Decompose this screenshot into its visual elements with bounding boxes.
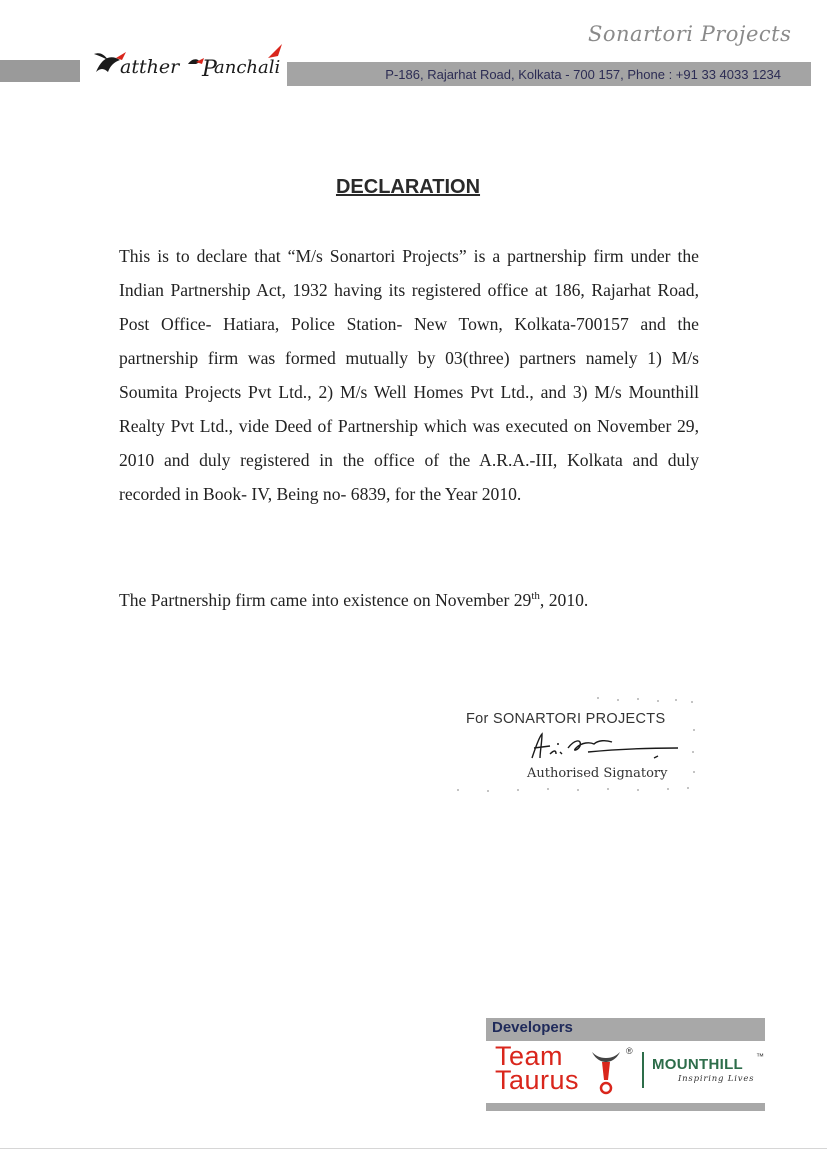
registered-mark: ® [626, 1046, 633, 1056]
sonartori-projects-brand: Sonartori Projects [588, 22, 792, 46]
team-taurus-logo [495, 1041, 605, 1095]
svg-text:atther: atther [120, 56, 180, 78]
handwritten-signature [528, 728, 688, 768]
taurus-text: Taurus [495, 1065, 580, 1095]
natther-panchali-logo [92, 38, 292, 88]
svg-text:P: P [202, 57, 217, 82]
svg-text:anchali: anchali [214, 57, 281, 78]
existence-year: , 2010. [539, 589, 589, 610]
page-bottom-edge [0, 1148, 827, 1149]
signatory-company: For SONARTORI PROJECTS [466, 711, 666, 727]
existence-paragraph [119, 581, 719, 615]
trademark-mark: ™ [756, 1052, 764, 1061]
footer-bar [486, 1103, 765, 1111]
header-left-bar [0, 60, 80, 82]
mounthill-logo: MOUNTHILL [652, 1056, 744, 1073]
team-text: Team [495, 1041, 564, 1071]
mounthill-tagline: Inspiring Lives [678, 1074, 755, 1084]
header-address-bar [287, 62, 811, 86]
authorised-signatory-label: Authorised Signatory [527, 766, 668, 781]
company-address: P-186, Rajarhat Road, Kolkata - 700 157, Phone : +91 33 4033 1234 [385, 66, 781, 82]
developers-label: Developers [492, 1019, 573, 1036]
logo-separator [642, 1052, 644, 1088]
declaration-paragraph: This is to declare that “M/s Sonartori Projects” is a partnership firm under the Indian Partnership Act, 1932 having its registered office at 186, Rajarhat Road, Post Office- Hatiara, Police Station- New Town, Kolkata-700157 and the partnership firm was formed mutually by 03(three) partners namely 1) M/s Soumita Projects Pvt Ltd., 2) M/s Well Homes Pvt Ltd., and 3) M/s Mounthill Realty Pvt Ltd., vide Deed of Partnership which was executed on November 29, 2010 and duly registered in the office of the A.R.A.-III, Kolkata and duly recorded in Book- IV, Being no- 6839, for the Year 2010. [119, 246, 699, 504]
bull-icon [590, 1046, 624, 1096]
existence-text: The Partnership firm came into existence on November 29 [119, 589, 532, 610]
document-title: DECLARATION [335, 176, 481, 198]
ordinal-suffix: th [531, 590, 540, 602]
